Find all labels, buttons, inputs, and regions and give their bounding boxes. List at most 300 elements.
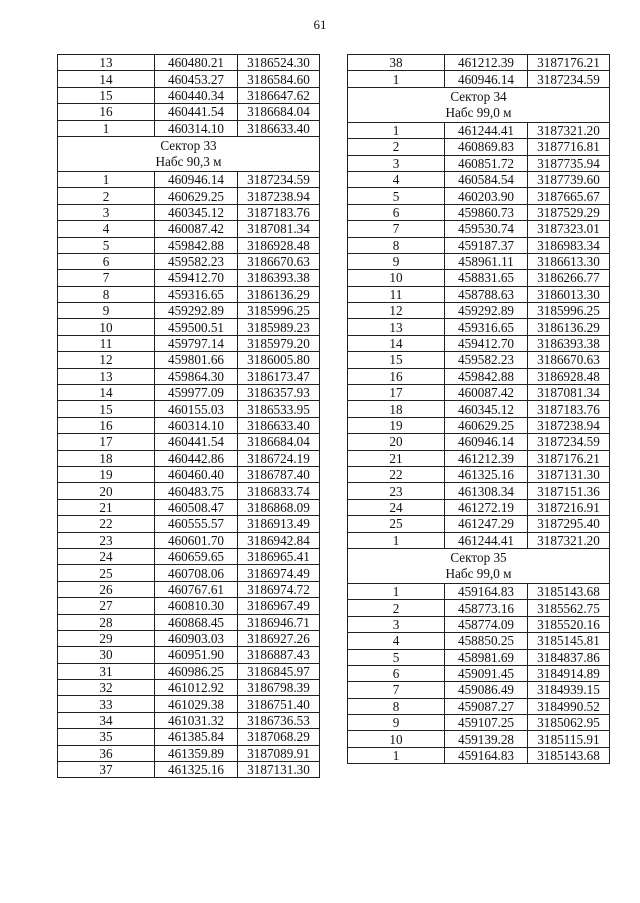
point-number-cell: 5 (348, 188, 445, 204)
point-number-cell: 1 (348, 583, 445, 599)
point-number-cell: 19 (348, 417, 445, 433)
y-coordinate-cell: 3186946.71 (238, 614, 320, 630)
y-coordinate-cell: 3186868.09 (238, 499, 320, 515)
y-coordinate-cell: 3186684.04 (238, 434, 320, 450)
x-coordinate-cell: 461012.92 (155, 680, 238, 696)
point-number-cell: 29 (58, 630, 155, 646)
point-number-cell: 20 (348, 434, 445, 450)
table-row (58, 466, 320, 482)
y-coordinate-cell: 3187234.59 (238, 171, 320, 187)
table-row (348, 319, 610, 335)
table-row (58, 450, 320, 466)
point-number-cell: 17 (348, 385, 445, 401)
y-coordinate-cell: 3186787.40 (238, 466, 320, 482)
x-coordinate-cell: 461244.41 (445, 532, 528, 548)
y-coordinate-cell: 3185115.91 (528, 731, 610, 747)
y-coordinate-cell: 3186928.48 (528, 368, 610, 384)
x-coordinate-cell: 461244.41 (445, 122, 528, 138)
x-coordinate-cell: 461031.32 (155, 712, 238, 728)
point-number-cell: 35 (58, 729, 155, 745)
x-coordinate-cell: 461308.34 (445, 483, 528, 499)
y-coordinate-cell: 3186013.30 (528, 286, 610, 302)
x-coordinate-cell: 460946.14 (445, 434, 528, 450)
y-coordinate-cell: 3186633.40 (238, 417, 320, 433)
point-number-cell: 23 (348, 483, 445, 499)
table-row (58, 87, 320, 103)
x-coordinate-cell: 460629.25 (445, 417, 528, 433)
x-coordinate-cell: 460440.34 (155, 87, 238, 103)
x-coordinate-cell: 459316.65 (155, 286, 238, 302)
y-coordinate-cell: 3186887.43 (238, 647, 320, 663)
y-coordinate-cell: 3187716.81 (528, 139, 610, 155)
table-row (348, 335, 610, 351)
point-number-cell: 17 (58, 434, 155, 450)
x-coordinate-cell: 460442.86 (155, 450, 238, 466)
y-coordinate-cell: 3187295.40 (528, 516, 610, 532)
table-row (58, 401, 320, 417)
x-coordinate-cell: 458850.25 (445, 633, 528, 649)
point-number-cell: 1 (58, 120, 155, 136)
table-row (58, 696, 320, 712)
y-coordinate-cell: 3186584.60 (238, 71, 320, 87)
point-number-cell: 2 (348, 139, 445, 155)
x-coordinate-cell: 459500.51 (155, 319, 238, 335)
x-coordinate-cell: 460767.61 (155, 581, 238, 597)
y-coordinate-cell: 3187735.94 (528, 155, 610, 171)
x-coordinate-cell: 460441.54 (155, 434, 238, 450)
x-coordinate-cell: 459187.37 (445, 237, 528, 253)
point-number-cell: 28 (58, 614, 155, 630)
point-number-cell: 15 (348, 352, 445, 368)
y-coordinate-cell: 3187131.30 (528, 466, 610, 482)
point-number-cell: 16 (348, 368, 445, 384)
x-coordinate-cell: 459412.70 (155, 270, 238, 286)
table-row (348, 71, 610, 87)
coordinates-table-left (57, 54, 320, 778)
x-coordinate-cell: 461359.89 (155, 745, 238, 761)
table-row (348, 466, 610, 482)
table-row (58, 499, 320, 515)
x-coordinate-cell: 460087.42 (445, 385, 528, 401)
x-coordinate-cell: 460460.40 (155, 466, 238, 482)
point-number-cell: 7 (348, 221, 445, 237)
x-coordinate-cell: 459842.88 (155, 237, 238, 253)
table-row (58, 745, 320, 761)
point-number-cell: 15 (58, 87, 155, 103)
table-row (348, 583, 610, 599)
y-coordinate-cell: 3187216.91 (528, 499, 610, 515)
sector-header (348, 548, 610, 583)
x-coordinate-cell: 460601.70 (155, 532, 238, 548)
y-coordinate-cell: 3186647.62 (238, 87, 320, 103)
y-coordinate-cell: 3186798.39 (238, 680, 320, 696)
y-coordinate-cell: 3187321.20 (528, 532, 610, 548)
x-coordinate-cell: 459164.83 (445, 583, 528, 599)
x-coordinate-cell: 459530.74 (445, 221, 528, 237)
x-coordinate-cell: 458831.65 (445, 270, 528, 286)
y-coordinate-cell: 3187665.67 (528, 188, 610, 204)
table-row (58, 548, 320, 564)
point-number-cell: 24 (58, 548, 155, 564)
x-coordinate-cell: 458981.69 (445, 649, 528, 665)
y-coordinate-cell: 3185989.23 (238, 319, 320, 335)
table-row (348, 303, 610, 319)
x-coordinate-cell: 460951.90 (155, 647, 238, 663)
y-coordinate-cell: 3187238.94 (528, 417, 610, 433)
table-row (348, 633, 610, 649)
x-coordinate-cell: 460314.10 (155, 417, 238, 433)
point-number-cell: 8 (348, 698, 445, 714)
point-number-cell: 8 (58, 286, 155, 302)
y-coordinate-cell: 3187081.34 (528, 385, 610, 401)
point-number-cell: 19 (58, 466, 155, 482)
point-number-cell: 22 (58, 516, 155, 532)
table-row (58, 663, 320, 679)
sector-elevation: Набс 99,0 м (445, 104, 512, 120)
table-row (348, 698, 610, 714)
point-number-cell: 36 (58, 745, 155, 761)
table-row (348, 600, 610, 616)
table-row (58, 253, 320, 269)
table-row (348, 682, 610, 698)
table-row (348, 171, 610, 187)
table-row (58, 335, 320, 351)
sector-header-row (348, 87, 610, 122)
x-coordinate-cell: 459860.73 (445, 204, 528, 220)
y-coordinate-cell: 3187183.76 (238, 204, 320, 220)
y-coordinate-cell: 3186845.97 (238, 663, 320, 679)
x-coordinate-cell: 461325.16 (445, 466, 528, 482)
y-coordinate-cell: 3186736.53 (238, 712, 320, 728)
x-coordinate-cell: 460868.45 (155, 614, 238, 630)
x-coordinate-cell: 459842.88 (445, 368, 528, 384)
x-coordinate-cell: 458773.16 (445, 600, 528, 616)
table-row (348, 434, 610, 450)
table-row (58, 368, 320, 384)
y-coordinate-cell: 3184837.86 (528, 649, 610, 665)
y-coordinate-cell: 3187323.01 (528, 221, 610, 237)
page-number: 61 (313, 17, 327, 32)
x-coordinate-cell: 459107.25 (445, 715, 528, 731)
point-number-cell: 10 (348, 731, 445, 747)
point-number-cell: 3 (348, 616, 445, 632)
y-coordinate-cell: 3186670.63 (528, 352, 610, 368)
point-number-cell: 38 (348, 55, 445, 71)
y-coordinate-cell: 3186724.19 (238, 450, 320, 466)
x-coordinate-cell: 460946.14 (445, 71, 528, 87)
y-coordinate-cell: 3187529.29 (528, 204, 610, 220)
y-coordinate-cell: 3186613.30 (528, 253, 610, 269)
table-row (348, 55, 610, 71)
point-number-cell: 1 (348, 71, 445, 87)
y-coordinate-cell: 3186913.49 (238, 516, 320, 532)
y-coordinate-cell: 3187234.59 (528, 71, 610, 87)
point-number-cell: 13 (58, 55, 155, 71)
table-row (58, 204, 320, 220)
table-row (348, 352, 610, 368)
point-number-cell: 2 (58, 188, 155, 204)
sector-header (58, 136, 320, 171)
x-coordinate-cell: 461385.84 (155, 729, 238, 745)
table-row (58, 647, 320, 663)
y-coordinate-cell: 3186967.49 (238, 598, 320, 614)
x-coordinate-cell: 460903.03 (155, 630, 238, 646)
y-coordinate-cell: 3186393.38 (528, 335, 610, 351)
x-coordinate-cell: 459292.89 (445, 303, 528, 319)
point-number-cell: 25 (348, 516, 445, 532)
y-coordinate-cell: 3186928.48 (238, 237, 320, 253)
table-row (348, 253, 610, 269)
table-row (348, 204, 610, 220)
point-number-cell: 4 (348, 633, 445, 649)
table-row (58, 55, 320, 71)
point-number-cell: 13 (348, 319, 445, 335)
y-coordinate-cell: 3186524.30 (238, 55, 320, 71)
x-coordinate-cell: 461325.16 (155, 762, 238, 778)
table-row (58, 303, 320, 319)
table-row (348, 499, 610, 515)
table-row (348, 221, 610, 237)
x-coordinate-cell: 459086.49 (445, 682, 528, 698)
x-coordinate-cell: 460441.54 (155, 104, 238, 120)
x-coordinate-cell: 459164.83 (445, 747, 528, 763)
y-coordinate-cell: 3185562.75 (528, 600, 610, 616)
point-number-cell: 30 (58, 647, 155, 663)
table-row (348, 385, 610, 401)
x-coordinate-cell: 459139.28 (445, 731, 528, 747)
table-row (58, 729, 320, 745)
sector-elevation: Набс 90,3 м (155, 153, 222, 169)
x-coordinate-cell: 460555.57 (155, 516, 238, 532)
point-number-cell: 9 (348, 253, 445, 269)
table-row (58, 319, 320, 335)
table-row (348, 417, 610, 433)
point-number-cell: 18 (58, 450, 155, 466)
point-number-cell: 5 (348, 649, 445, 665)
x-coordinate-cell: 460345.12 (155, 204, 238, 220)
table-row (348, 188, 610, 204)
point-number-cell: 4 (348, 171, 445, 187)
x-coordinate-cell: 461247.29 (445, 516, 528, 532)
point-number-cell: 12 (348, 303, 445, 319)
point-number-cell: 10 (348, 270, 445, 286)
sector-title: Сектор 33 (160, 137, 217, 153)
sector-header-row (348, 548, 610, 583)
point-number-cell: 27 (58, 598, 155, 614)
point-number-cell: 11 (348, 286, 445, 302)
table-row (58, 352, 320, 368)
point-number-cell: 2 (348, 600, 445, 616)
x-coordinate-cell: 460480.21 (155, 55, 238, 71)
y-coordinate-cell: 3186393.38 (238, 270, 320, 286)
point-number-cell: 10 (58, 319, 155, 335)
y-coordinate-cell: 3187739.60 (528, 171, 610, 187)
sector-title: Сектор 35 (450, 549, 507, 565)
table-row (348, 532, 610, 548)
x-coordinate-cell: 461212.39 (445, 450, 528, 466)
y-coordinate-cell: 3185996.25 (528, 303, 610, 319)
point-number-cell: 21 (348, 450, 445, 466)
table-row (58, 516, 320, 532)
point-number-cell: 20 (58, 483, 155, 499)
y-coordinate-cell: 3186965.41 (238, 548, 320, 564)
x-coordinate-cell: 460810.30 (155, 598, 238, 614)
x-coordinate-cell: 460659.65 (155, 548, 238, 564)
x-coordinate-cell: 459977.09 (155, 385, 238, 401)
y-coordinate-cell: 3186357.93 (238, 385, 320, 401)
x-coordinate-cell: 460508.47 (155, 499, 238, 515)
table-row (58, 71, 320, 87)
point-number-cell: 21 (58, 499, 155, 515)
point-number-cell: 6 (348, 204, 445, 220)
x-coordinate-cell: 461212.39 (445, 55, 528, 71)
y-coordinate-cell: 3187131.30 (238, 762, 320, 778)
point-number-cell: 6 (348, 665, 445, 681)
y-coordinate-cell: 3186751.40 (238, 696, 320, 712)
y-coordinate-cell: 3187068.29 (238, 729, 320, 745)
table-row (348, 237, 610, 253)
point-number-cell: 13 (58, 368, 155, 384)
table-row (348, 368, 610, 384)
y-coordinate-cell: 3185996.25 (238, 303, 320, 319)
x-coordinate-cell: 459087.27 (445, 698, 528, 714)
y-coordinate-cell: 3187081.34 (238, 221, 320, 237)
y-coordinate-cell: 3184939.15 (528, 682, 610, 698)
y-coordinate-cell: 3186983.34 (528, 237, 610, 253)
table-row (58, 581, 320, 597)
x-coordinate-cell: 459316.65 (445, 319, 528, 335)
x-coordinate-cell: 460203.90 (445, 188, 528, 204)
y-coordinate-cell: 3186684.04 (238, 104, 320, 120)
table-row (58, 598, 320, 614)
table-row (58, 286, 320, 302)
table-row (348, 516, 610, 532)
y-coordinate-cell: 3187321.20 (528, 122, 610, 138)
point-number-cell: 1 (348, 532, 445, 548)
y-coordinate-cell: 3186533.95 (238, 401, 320, 417)
point-number-cell: 7 (58, 270, 155, 286)
table-row (348, 649, 610, 665)
point-number-cell: 1 (348, 122, 445, 138)
x-coordinate-cell: 460314.10 (155, 120, 238, 136)
y-coordinate-cell: 3187151.36 (528, 483, 610, 499)
sector-elevation: Набс 99,0 м (445, 565, 512, 581)
point-number-cell: 5 (58, 237, 155, 253)
table-row (58, 680, 320, 696)
x-coordinate-cell: 460851.72 (445, 155, 528, 171)
point-number-cell: 18 (348, 401, 445, 417)
table-row (58, 120, 320, 136)
table-row (348, 450, 610, 466)
point-number-cell: 25 (58, 565, 155, 581)
x-coordinate-cell: 460483.75 (155, 483, 238, 499)
y-coordinate-cell: 3187089.91 (238, 745, 320, 761)
table-row (58, 630, 320, 646)
y-coordinate-cell: 3184990.52 (528, 698, 610, 714)
table-row (58, 270, 320, 286)
table-row (348, 122, 610, 138)
y-coordinate-cell: 3185145.81 (528, 633, 610, 649)
x-coordinate-cell: 459582.23 (155, 253, 238, 269)
x-coordinate-cell: 459582.23 (445, 352, 528, 368)
table-row (348, 665, 610, 681)
y-coordinate-cell: 3186173.47 (238, 368, 320, 384)
point-number-cell: 24 (348, 499, 445, 515)
x-coordinate-cell: 459797.14 (155, 335, 238, 351)
table-row (348, 139, 610, 155)
point-number-cell: 26 (58, 581, 155, 597)
table-row (58, 417, 320, 433)
y-coordinate-cell: 3186266.77 (528, 270, 610, 286)
x-coordinate-cell: 460986.25 (155, 663, 238, 679)
x-coordinate-cell: 461272.19 (445, 499, 528, 515)
y-coordinate-cell: 3187234.59 (528, 434, 610, 450)
point-number-cell: 14 (348, 335, 445, 351)
point-number-cell: 23 (58, 532, 155, 548)
point-number-cell: 11 (58, 335, 155, 351)
sector-header-row (58, 136, 320, 171)
point-number-cell: 9 (58, 303, 155, 319)
y-coordinate-cell: 3187176.21 (528, 450, 610, 466)
y-coordinate-cell: 3186136.29 (528, 319, 610, 335)
x-coordinate-cell: 460155.03 (155, 401, 238, 417)
y-coordinate-cell: 3186670.63 (238, 253, 320, 269)
x-coordinate-cell: 458774.09 (445, 616, 528, 632)
point-number-cell: 14 (58, 385, 155, 401)
table-row (58, 385, 320, 401)
point-number-cell: 3 (58, 204, 155, 220)
x-coordinate-cell: 459412.70 (445, 335, 528, 351)
point-number-cell: 16 (58, 104, 155, 120)
point-number-cell: 4 (58, 221, 155, 237)
x-coordinate-cell: 460345.12 (445, 401, 528, 417)
point-number-cell: 31 (58, 663, 155, 679)
table-row (58, 762, 320, 778)
point-number-cell: 15 (58, 401, 155, 417)
y-coordinate-cell: 3185143.68 (528, 583, 610, 599)
x-coordinate-cell: 460453.27 (155, 71, 238, 87)
table-row (58, 171, 320, 187)
x-coordinate-cell: 459292.89 (155, 303, 238, 319)
y-coordinate-cell: 3185143.68 (528, 747, 610, 763)
x-coordinate-cell: 461029.38 (155, 696, 238, 712)
table-row (58, 434, 320, 450)
point-number-cell: 32 (58, 680, 155, 696)
table-row (58, 565, 320, 581)
x-coordinate-cell: 459864.30 (155, 368, 238, 384)
y-coordinate-cell: 3186974.72 (238, 581, 320, 597)
point-number-cell: 34 (58, 712, 155, 728)
x-coordinate-cell: 459091.45 (445, 665, 528, 681)
y-coordinate-cell: 3187176.21 (528, 55, 610, 71)
table-row (58, 532, 320, 548)
table-row (348, 270, 610, 286)
x-coordinate-cell: 460584.54 (445, 171, 528, 187)
point-number-cell: 1 (348, 747, 445, 763)
table-row (348, 747, 610, 763)
table-row (58, 104, 320, 120)
point-number-cell: 33 (58, 696, 155, 712)
y-coordinate-cell: 3186974.49 (238, 565, 320, 581)
y-coordinate-cell: 3185062.95 (528, 715, 610, 731)
table-row (348, 616, 610, 632)
table-row (58, 237, 320, 253)
table-row (348, 155, 610, 171)
x-coordinate-cell: 459801.66 (155, 352, 238, 368)
point-number-cell: 7 (348, 682, 445, 698)
y-coordinate-cell: 3186927.26 (238, 630, 320, 646)
x-coordinate-cell: 460946.14 (155, 171, 238, 187)
